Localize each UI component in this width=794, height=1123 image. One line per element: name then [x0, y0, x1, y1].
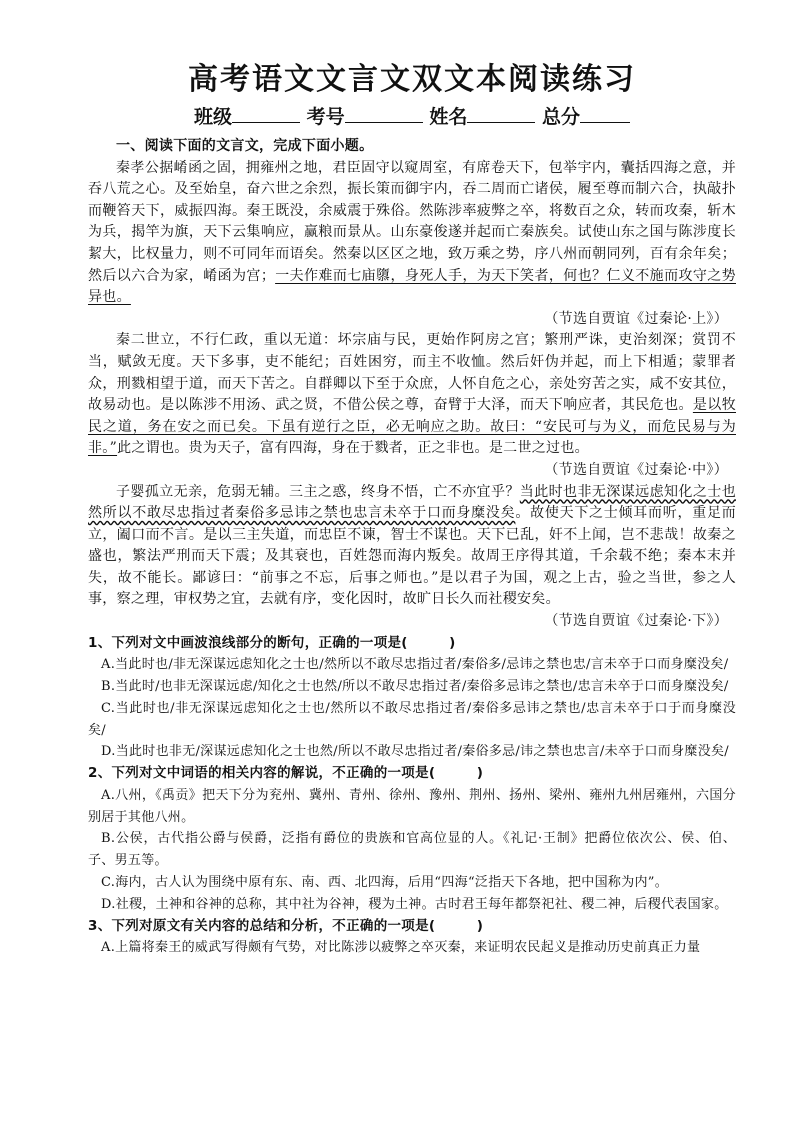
exam-no-blank[interactable] — [345, 102, 423, 123]
passage-3-text-end: 。故使天下之士倾耳而听，重足而立，阖口而不言。是以三主失道，而忠臣不谏，智士不谋也。天下已乱，奸不上闻，岂不悲哉！故秦之盛也，繁法严刑而天下震；及其衰也，百姓怨而海内叛矣。故周王序得其道，千余载不绝；秦本末并失，故不能长。鄙谚曰：“前事之不忘，后事之师也。”是以君子为国，观之上古，验之当世，参之人事，察之理，审权势之宜，去就有序，变化因时，故旷日长久而社稷安矣。 — [88, 505, 736, 608]
score-blank[interactable] — [580, 102, 630, 123]
passage-2-source: （节选自贾谊《过秦论·中》） — [544, 461, 728, 478]
question-1-option-c[interactable]: C.当此时也/非无深谋远虑知化之士也/然所以不敢尽忠指过者/秦俗多忌讳之禁也/忠言未卒于口于而身糜没矣/ — [88, 700, 736, 738]
class-blank[interactable] — [232, 102, 300, 123]
question-3-stem: 3、下列对原文有关内容的总结和分析，不正确的一项是( ) — [88, 917, 484, 934]
passage-2-text-end: 此之谓也。贵为天子，富有四海，身在于戮者，正之非也。是二世之过也。 — [117, 440, 589, 457]
class-label: 班级 — [194, 106, 233, 128]
question-1-option-b[interactable]: B.当此时/也非无深谋远虑/知化之士也然/所以不敢尽忠指过者/秦俗多忌讳之禁也/忠言未卒于口而身糜没矣/ — [101, 679, 729, 695]
passage-1-text: 秦孝公据崤函之固，拥雍州之地，君臣固守以窥周室，有席卷天下，包举宇内，囊括四海之意，并吞八荒之心。及至始皇，奋六世之余烈，振长策而御宇内，吞二周而亡诸侯，履至尊而制六合，执敲扑而鞭笞天下，威振四海。秦王既没，余威震于殊俗。然陈涉率疲弊之卒，将数百之众，转而攻秦，斩木为兵，揭竿为旗，天下云集响应，赢粮而景从。山东豪俊遂并起而亡秦族矣。试使山东之国与陈涉度长絜大，比权量力，则不可同年而语矣。然秦以区区之地，致万乘之势，序八州而朝同列，百有余年矣；然后以六合为家，崤函为宫； — [88, 159, 736, 284]
passage-3-text: 子婴孤立无亲，危弱无辅。三主之惑，终身不悟，亡不亦宜乎？ — [116, 483, 520, 500]
passage-1-underlined: 一夫作难而七庙隳，身死人手，为天下笑者，何也？仁义不施而攻守之势异也。 — [88, 267, 736, 306]
student-info-line — [88, 102, 736, 132]
passage-1-source: （节选自贾谊《过秦论·上》） — [544, 310, 728, 327]
passage-3-source: （节选自贾谊《过秦论·下》） — [544, 613, 728, 630]
passage-2 — [88, 330, 736, 460]
page-title: 高考语文文言文双文本阅读练习 — [188, 62, 636, 97]
exam-no-label: 考号 — [306, 106, 345, 128]
question-2-option-a[interactable]: A.八州，《禹贡》把天下分为兖州、冀州、青州、徐州、豫州、荆州、扬州、梁州、雍州九州居雍州，六国分别居于其他八州。 — [88, 787, 736, 825]
question-2-option-b[interactable]: B.公侯，古代指公爵与侯爵，泛指有爵位的贵族和官高位显的人。《礼记·王制》把爵位依次公、侯、伯、子、男五等。 — [88, 831, 736, 869]
question-3-option-a[interactable]: A.上篇将秦王的威武写得颇有气势，对比陈涉以疲弊之卒灭秦，来证明农民起义是推动历史前真正力量 — [101, 940, 701, 956]
passage-3 — [88, 482, 736, 612]
question-1-option-d[interactable]: D.当此时也非无/深谋远虑知化之士也然/所以不敢尽忠指过者/秦俗多忌/讳之禁也忠言/未卒于口而身糜没矣/ — [101, 744, 729, 760]
passage-1 — [88, 158, 736, 309]
score-label: 总分 — [541, 106, 580, 128]
name-blank[interactable] — [467, 102, 535, 123]
question-2-option-d[interactable]: D.社稷，土神和谷神的总称，其中社为谷神，稷为土神。古时君王每年都祭祀社、稷二神，后稷代表国家。 — [101, 896, 728, 912]
passage-2-underlined: 是以牧民之道，务在安之而已矣。下虽有逆行之臣，必无响应之助。故曰：“安民可与为义，而危民易与为非。” — [88, 397, 736, 457]
name-label: 姓名 — [429, 106, 468, 128]
passage-2-text: 秦二世立，不行仁政，重以无道：坏宗庙与民，更始作阿房之宫；繁刑严诛，吏治刻深；赏罚不当，赋敛无度。天下多事，吏不能纪；百姓困穷，而主不收恤。然后奸伪并起，而上下相遁；蒙罪者众，刑戮相望于道，而天下苦之。自群卿以下至于众庶，人怀自危之心，亲处穷苦之实，咸不安其位，故易动也。是以陈涉不用汤、武之贤，不借公侯之尊，奋臂于大泽，而天下响应者，其民危也。 — [88, 332, 736, 414]
question-1-stem: 1、下列对文中画波浪线部分的断句，正确的一项是( ) — [88, 634, 456, 651]
section-heading: 一、阅读下面的文言文，完成下面小题。 — [116, 138, 374, 154]
question-2-option-c[interactable]: C.海内，古人认为围绕中原有东、南、西、北四海，后用“四海“泛指天下各地，把中国称为内”。 — [101, 875, 669, 891]
question-1-option-a[interactable]: A.当此时也/非无深谋远虑知化之士也/然所以不敢尽忠指过者/秦俗多/忌讳之禁也忠/言未卒于口而身糜没矣/ — [101, 657, 729, 673]
passage-3-wavy-line: 当此时也非无深谋远虑知化之士也然所以不敢尽忠指过者秦俗多忌讳之禁也忠言未卒于口而身糜没矣 — [88, 483, 736, 522]
worksheet-page — [88, 58, 736, 959]
question-2-stem: 2、下列对文中词语的相关内容的解说，不正确的一项是( ) — [88, 765, 484, 782]
